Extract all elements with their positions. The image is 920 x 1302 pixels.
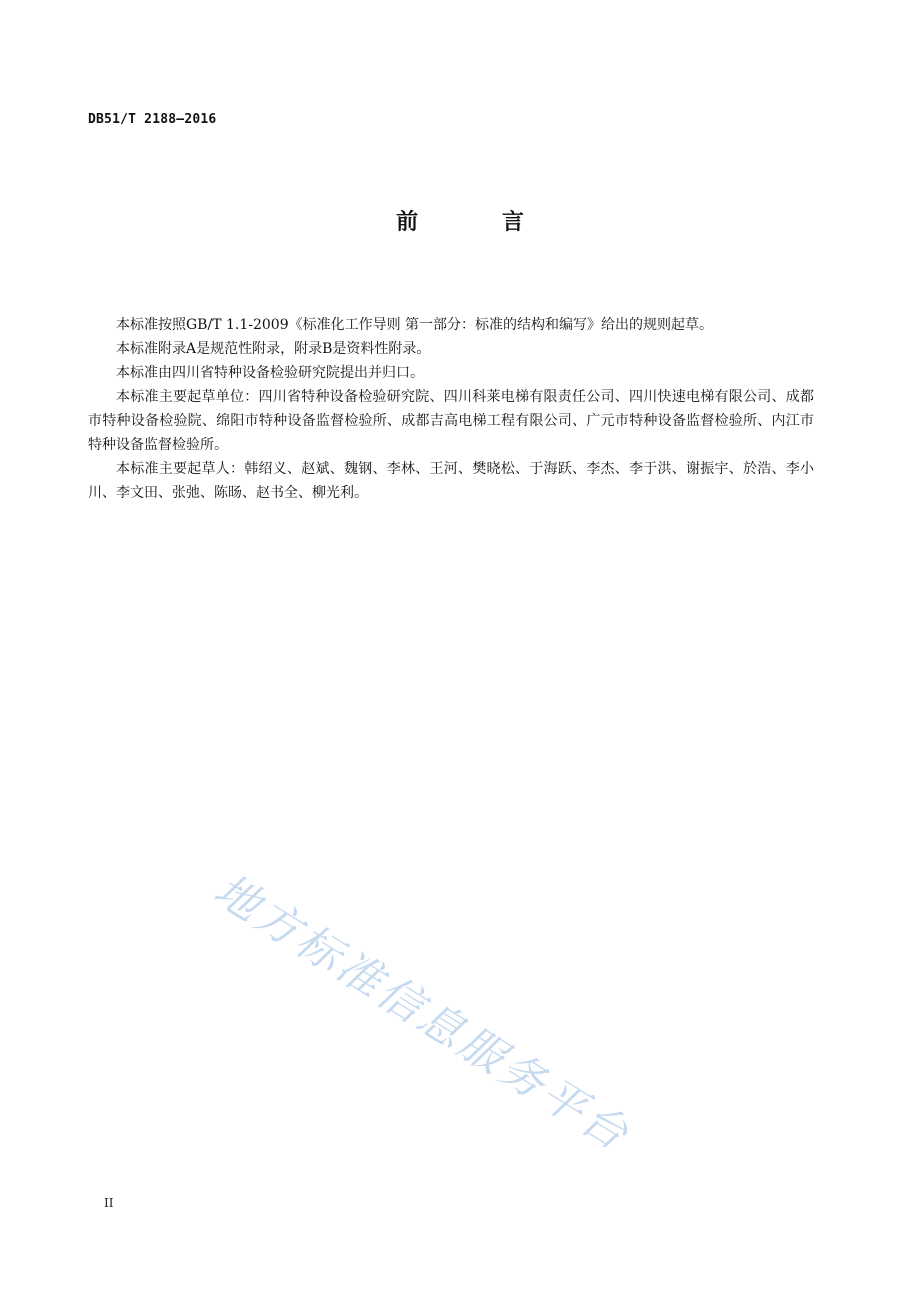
- foreword-body: [88, 313, 814, 505]
- page-number: II: [104, 1196, 114, 1210]
- paragraph-appendix: 本标准附录A是规范性附录，附录B是资料性附录。: [116, 341, 431, 357]
- standard-code: DB51/T 2188—2016: [88, 112, 217, 127]
- paragraph-drafting-rules: 本标准按照GB/T 1.1-2009《标准化工作导则 第一部分：标准的结构和编写》给出的规则起草。: [116, 317, 714, 333]
- page-title: 前 言: [396, 210, 562, 235]
- paragraph-proposer: 本标准由四川省特种设备检验研究院提出并归口。: [116, 365, 424, 381]
- paragraph-drafting-units: 本标准主要起草单位：四川省特种设备检验研究院、四川科莱电梯有限责任公司、四川快速电梯有限公司、成都市特种设备检验院、绵阳市特种设备监督检验所、成都吉高电梯工程有限公司、广元市特种设备监督检验所、内江市特种设备监督检验所。: [88, 389, 814, 453]
- watermark: 地方标准信息服务平台: [205, 864, 640, 1162]
- paragraph-drafters: 本标准主要起草人：韩绍义、赵斌、魏钢、李林、王河、樊晓松、于海跃、李杰、李于洪、谢振宇、於浩、李小川、李文田、张弛、陈旸、赵书全、柳光利。: [88, 461, 814, 501]
